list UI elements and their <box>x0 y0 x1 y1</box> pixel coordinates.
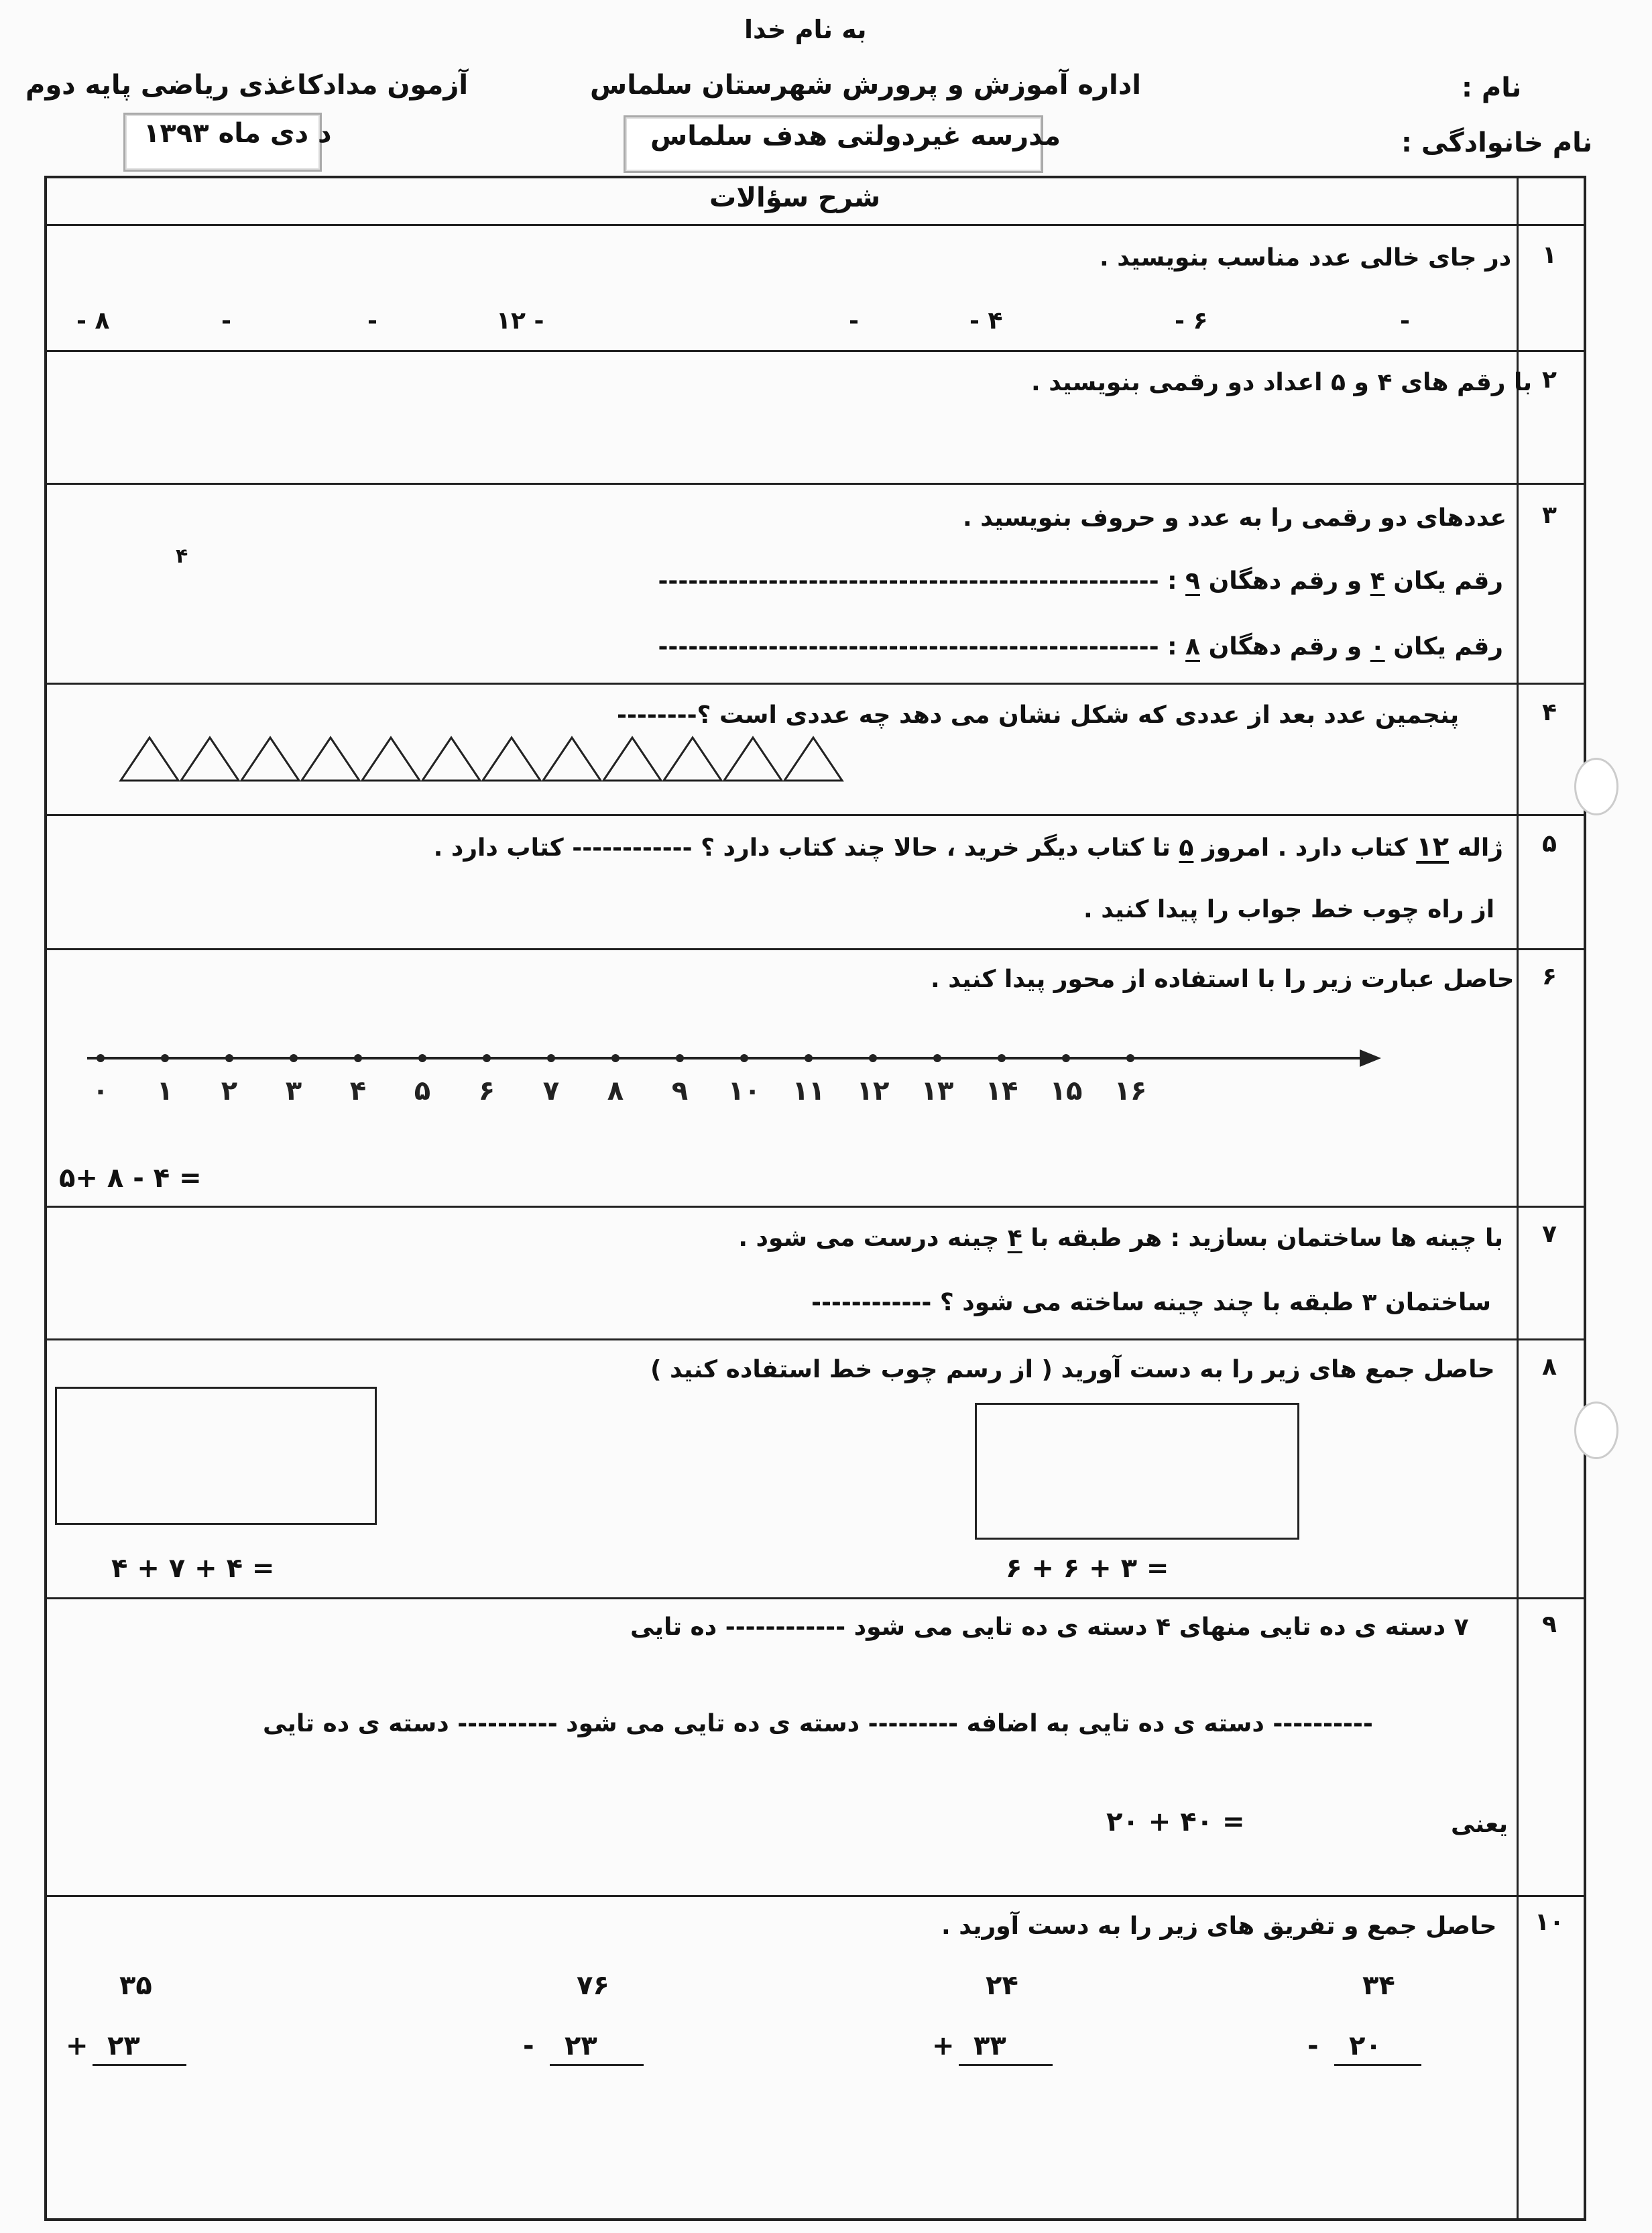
q6-expression: ۵+ ۸ - ۴ = <box>59 1163 202 1194</box>
q7-line1 <box>738 1224 1503 1252</box>
q3-line1-text: رقم یکان <box>1393 567 1503 595</box>
question-text: حاصل عبارت زیر را با استفاده از محور پیدا کنید . <box>931 966 1515 993</box>
sequence-item: - ۶ <box>1175 307 1208 335</box>
axis-label: ۱۵ <box>1049 1076 1083 1106</box>
triangle-shape <box>664 738 721 781</box>
operation-2 <box>932 1970 1066 2071</box>
sum-line <box>959 2064 1053 2066</box>
sum-line <box>1334 2064 1421 2066</box>
axis-label: ۱۶ <box>1114 1076 1147 1106</box>
answer-blank[interactable]: -------------------------------------------------- <box>658 567 1159 595</box>
q5-number: ۵ <box>1179 834 1194 862</box>
axis-arrow <box>1360 1049 1381 1067</box>
q9-line1: ۷ دسته ی ده تایی منهای ۴ دسته ی ده تایی می شود ------------ ده تایی <box>630 1613 1469 1641</box>
triangle-shape <box>302 738 359 781</box>
q5-number: ۱۲ <box>1416 832 1450 862</box>
axis-tick <box>547 1054 555 1062</box>
axis-label: ۳ <box>285 1076 302 1106</box>
row-divider <box>44 350 1586 352</box>
question-number: ۱۰ <box>1535 1908 1564 1936</box>
axis-label: ۲ <box>221 1076 238 1106</box>
exam-date: د دی ماه ۱۳۹۳ <box>143 118 332 149</box>
axis-label: ۰ <box>92 1076 109 1106</box>
axis-label: ۱۴ <box>985 1076 1018 1106</box>
axis-tick <box>97 1054 105 1062</box>
question-text: عددهای دو رقمی را به عدد و حروف بنویسید . <box>963 504 1507 532</box>
triangle-shape <box>121 738 178 781</box>
axis-tick <box>225 1054 233 1062</box>
axis-tick <box>998 1054 1006 1062</box>
question-text: با رقم های ۴ و ۵ اعداد دو رقمی بنویسید . <box>1031 369 1533 396</box>
question-text: حاصل جمع و تفریق های زیر را به دست آورید . <box>941 1912 1497 1940</box>
axis-tick <box>869 1054 877 1062</box>
operator: - <box>523 2030 534 2061</box>
triangle-shape <box>422 738 480 781</box>
q8-expression-left: ۴ + ۷ + ۴ = <box>111 1553 275 1584</box>
family-label: نام خانوادگی : <box>1401 127 1593 158</box>
triangle-shape <box>483 738 540 781</box>
operator: + <box>66 2030 88 2061</box>
triangle-shape <box>181 738 239 781</box>
school-name: مدرسه غیردولتی هدف سلماس <box>650 121 1061 152</box>
operator: + <box>932 2030 955 2061</box>
q8-expression-right: ۶ + ۶ + ۳ = <box>1006 1553 1169 1584</box>
axis-tick <box>805 1054 813 1062</box>
operation-3 <box>523 1970 657 2071</box>
triangle-shape <box>603 738 661 781</box>
axis-tick <box>418 1054 426 1062</box>
sequence-item: ۱۲ - <box>496 307 544 335</box>
axis-label: ۱۲ <box>856 1076 890 1106</box>
row-divider <box>44 1895 1586 1897</box>
operand-bottom: ۲۰ <box>1349 2030 1382 2061</box>
q3-line1-colon: : <box>1167 567 1177 595</box>
operand-top: ۷۶ <box>577 1970 609 2001</box>
q3-line2-colon: : <box>1167 633 1177 661</box>
q5-line1 <box>434 832 1503 862</box>
axis-label: ۹ <box>671 1076 689 1106</box>
question-number: ۴ <box>1542 699 1557 726</box>
q3-line1 <box>658 567 1503 595</box>
axis-label: ۶ <box>478 1076 495 1106</box>
q3-line2-text: و رقم دهگان <box>1208 633 1362 661</box>
question-number: ۲ <box>1542 366 1557 394</box>
axis-tick <box>1062 1054 1070 1062</box>
q7-number: ۴ <box>1007 1224 1022 1252</box>
sequence-item: - <box>221 307 231 335</box>
axis-label: ۴ <box>349 1076 367 1106</box>
operand-bottom: ۲۳ <box>107 2030 140 2061</box>
answer-blank[interactable]: -------------------------------------------------- <box>658 633 1159 661</box>
operand-bottom: ۲۳ <box>565 2030 597 2061</box>
q7-text: چینه درست می شود . <box>738 1224 1000 1252</box>
operation-1 <box>1307 1970 1435 2071</box>
sum-line <box>93 2064 186 2066</box>
number-line <box>87 1038 1381 1132</box>
q3-line1-digit: ۴ <box>1370 567 1385 595</box>
triangle-shape <box>543 738 601 781</box>
axis-tick <box>1126 1054 1134 1062</box>
org-name: اداره آموزش و پرورش شهرستان سلماس <box>590 70 1141 101</box>
triangle-shapes <box>121 736 845 787</box>
q3-line2-text: رقم یکان <box>1393 633 1503 661</box>
q3-line2 <box>658 633 1503 661</box>
sequence-item: - <box>849 307 859 335</box>
q3-line2-digit: ۸ <box>1185 633 1201 661</box>
name-label: نام : <box>1462 72 1522 103</box>
row-divider <box>44 948 1586 950</box>
triangle-shape <box>241 738 299 781</box>
sum-line <box>550 2064 644 2066</box>
triangle-shape <box>362 738 420 781</box>
q9-line2: ---------- دسته ی ده تایی به اضافه --------- دسته ی ده تایی می شود ---------- دسته ی ده تایی <box>263 1710 1373 1737</box>
binder-hole <box>1574 1401 1618 1459</box>
row-divider <box>44 1597 1586 1599</box>
axis-label: ۱۰ <box>727 1076 761 1106</box>
question-number: ۹ <box>1542 1611 1557 1638</box>
q3-line2-digit: ۰ <box>1370 633 1385 661</box>
row-divider <box>44 483 1586 485</box>
sequence-item: - ۸ <box>76 307 110 335</box>
q5-instruction: از راه چوب خط جواب را پیدا کنید . <box>1083 896 1495 923</box>
axis-tick <box>483 1054 491 1062</box>
axis-label: ۵ <box>414 1076 431 1106</box>
question-number: ۸ <box>1542 1353 1557 1381</box>
operation-4 <box>66 1970 200 2071</box>
bismillah: به نام خدا <box>744 15 867 44</box>
question-text: در جای خالی عدد مناسب بنویسید . <box>1100 244 1512 272</box>
operator: - <box>1307 2030 1319 2061</box>
row-divider <box>44 1206 1586 1208</box>
row-divider <box>44 683 1586 685</box>
exam-title: آزمون مدادکاغذی ریاضی پایه دوم <box>25 70 469 101</box>
question-number: ۷ <box>1542 1220 1557 1248</box>
axis-label: ۱۱ <box>792 1076 825 1106</box>
axis-tick <box>161 1054 169 1062</box>
axis-label: ۱۳ <box>921 1076 954 1106</box>
axis-label: ۸ <box>607 1076 624 1106</box>
row-divider <box>44 814 1586 816</box>
section-title: شرح سؤالات <box>709 182 881 213</box>
axis-label: ۷ <box>542 1076 560 1106</box>
q5-text: ژاله <box>1457 834 1503 862</box>
question-text: حاصل جمع های زیر را به دست آورید ( از رسم چوب خط استفاده کنید ) <box>650 1356 1495 1383</box>
q3-line1-digit: ۹ <box>1185 567 1201 595</box>
row-divider <box>44 224 1586 226</box>
axis-label: ۱ <box>156 1076 174 1106</box>
operand-top: ۳۴ <box>1362 1970 1395 2001</box>
axis-tick <box>611 1054 620 1062</box>
operand-bottom: ۳۳ <box>973 2030 1006 2061</box>
sequence-item: - <box>1400 307 1410 335</box>
question-text: پنجمین عدد بعد از عددی که شکل نشان می دهد چه عددی است ؟-------- <box>617 701 1460 729</box>
q3-line1-text: و رقم دهگان <box>1208 567 1362 595</box>
operand-top: ۳۵ <box>119 1970 152 2001</box>
question-number: ۵ <box>1542 830 1557 858</box>
answer-box-right[interactable] <box>975 1403 1299 1540</box>
question-number: ۱ <box>1542 241 1557 269</box>
sequence-item: - ۴ <box>969 307 1003 335</box>
row-divider <box>44 1338 1586 1340</box>
q9-label: یعنی <box>1451 1811 1508 1838</box>
axis-tick <box>740 1054 748 1062</box>
sequence-item: - <box>367 307 377 335</box>
q9-expression: ۲۰ + ۴۰ = <box>1106 1807 1245 1837</box>
operand-top: ۲۴ <box>986 1970 1018 2001</box>
q7-text: با چینه ها ساختمان بسازید : هر طبقه با <box>1030 1224 1503 1252</box>
answer-box-left[interactable] <box>55 1387 377 1525</box>
axis-tick <box>933 1054 941 1062</box>
axis-tick <box>676 1054 684 1062</box>
binder-hole <box>1574 758 1618 815</box>
q5-text: تا کتاب دیگر خرید ، حالا چند کتاب دارد ؟ ------------ کتاب دارد . <box>433 834 1171 862</box>
margin-mark: ۴ <box>176 545 188 568</box>
question-number: ۳ <box>1542 502 1557 529</box>
q7-question: ساختمان ۳ طبقه با چند چینه ساخته می شود ؟ ------------ <box>811 1289 1491 1316</box>
axis-tick <box>354 1054 362 1062</box>
triangle-shape <box>724 738 782 781</box>
q5-text: کتاب دارد . امروز <box>1201 834 1408 862</box>
question-number: ۶ <box>1542 963 1557 990</box>
axis-tick <box>290 1054 298 1062</box>
triangle-shape <box>784 738 842 781</box>
